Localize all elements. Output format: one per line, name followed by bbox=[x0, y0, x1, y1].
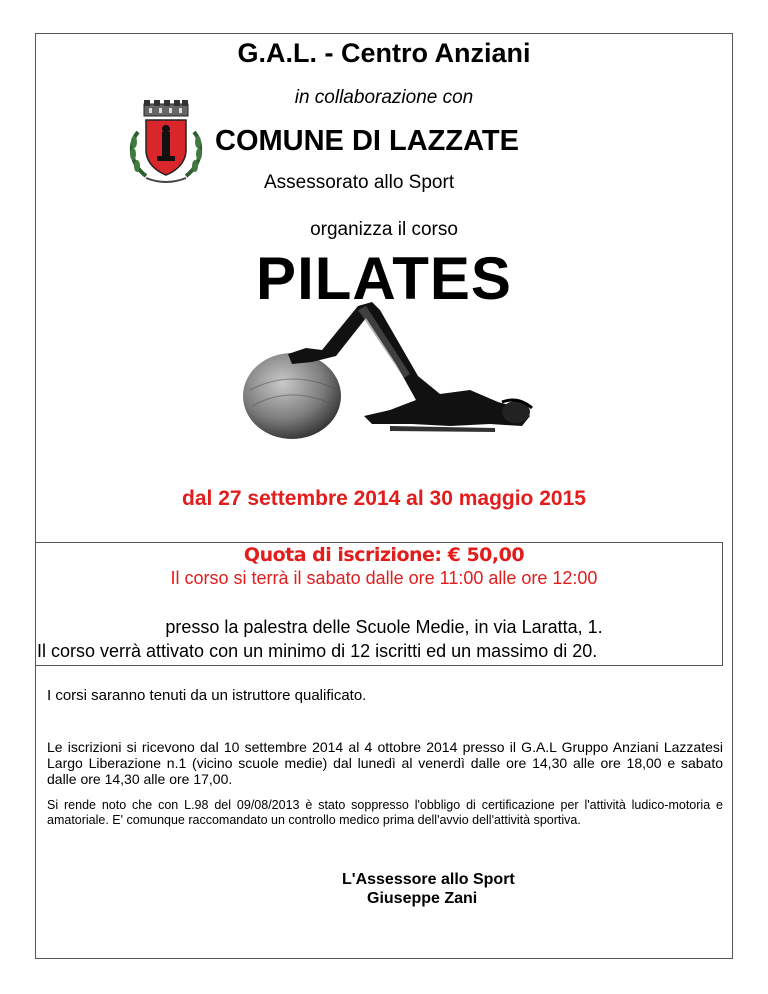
collaboration-text: in collaborazione con bbox=[294, 87, 474, 108]
course-dates: dal 27 settembre 2014 al 30 maggio 2015 bbox=[182, 487, 586, 510]
instructor-note: I corsi saranno tenuti da un istruttore qualificato. bbox=[47, 687, 367, 704]
poster-title: G.A.L. - Centro Anziani bbox=[237, 38, 531, 68]
medical-notice: Si rende noto che con L.98 del 09/08/2013 è stato soppresso l'obbligo di certificazione per l'attività ludico-motoria e amatoriale. E' comunque raccomandato un controllo medico prima dell'avvio dell'attività sportiva. bbox=[47, 798, 723, 827]
signature-role: L'Assessore allo Sport bbox=[342, 871, 515, 888]
crest-icon bbox=[124, 98, 208, 184]
course-capacity: Il corso verrà attivato con un minimo di 12 iscritti ed un massimo di 20. bbox=[37, 641, 598, 661]
pilates-figure-icon bbox=[240, 298, 540, 443]
registration-fee: Quota di iscrizione: € 50,00 bbox=[243, 544, 525, 566]
municipality-name: COMUNE DI LAZZATE bbox=[215, 125, 519, 157]
course-title: PILATES bbox=[256, 245, 512, 312]
registration-info: Le iscrizioni si ricevono dal 10 settembre 2014 al 4 ottobre 2014 presso il G.A.L Gruppo Anziani Lazzatesi Largo Liberazione n.1 (vicino scuole medie) dal lunedì al venerdì dalle ore 14,30 alle ore 18,00 e sabato dalle ore 14,30 alle ore 17,00. bbox=[47, 739, 723, 787]
course-location: presso la palestra delle Scuole Medie, in via Laratta, 1. bbox=[165, 617, 603, 637]
course-schedule: Il corso si terrà il sabato dalle ore 11:00 alle ore 12:00 bbox=[170, 568, 598, 588]
department-name: Assessorato allo Sport bbox=[264, 172, 455, 193]
signature-name: Giuseppe Zani bbox=[367, 890, 478, 907]
organizes-text: organizza il corso bbox=[310, 219, 458, 240]
